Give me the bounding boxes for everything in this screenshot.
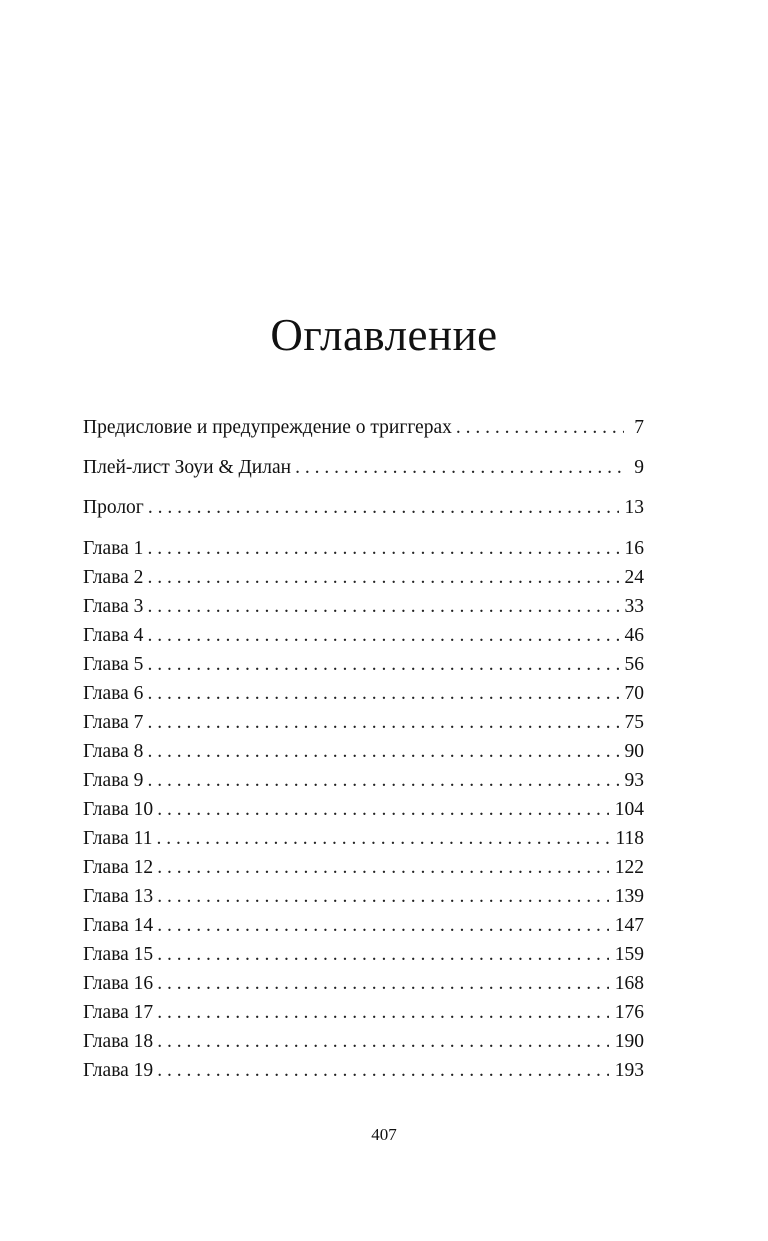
dot-leader <box>147 650 618 679</box>
toc-entry-page: 9 <box>634 457 644 478</box>
dot-leader <box>157 1027 609 1056</box>
toc-entry-page: 139 <box>614 886 644 907</box>
toc-entry-page: 193 <box>614 1060 644 1081</box>
dot-leader <box>456 413 624 442</box>
toc-entry-label: Глава 4 <box>83 625 144 646</box>
dot-leader <box>147 708 618 737</box>
toc-entry-label: Глава 17 <box>83 1002 154 1023</box>
toc-entry-label: Глава 6 <box>83 683 144 704</box>
toc-entry-page: 168 <box>614 973 644 994</box>
page-number: 407 <box>371 1125 397 1144</box>
dot-leader <box>147 737 618 766</box>
toc-entry-chapter-7[interactable] <box>83 708 644 737</box>
toc-entry-chapter-6[interactable] <box>83 679 644 708</box>
toc-entry-page: 33 <box>624 596 644 617</box>
toc-entry-chapter-13[interactable] <box>83 882 644 911</box>
toc-entry-label: Глава 18 <box>83 1031 154 1052</box>
toc-entry-chapter-8[interactable] <box>83 737 644 766</box>
toc-entry-chapter-14[interactable] <box>83 911 644 940</box>
toc-entry-page: 176 <box>614 1002 644 1023</box>
toc-entry-label: Глава 12 <box>83 857 154 878</box>
toc-entry-label: Глава 1 <box>83 538 144 559</box>
toc-entry-chapter-17[interactable] <box>83 998 644 1027</box>
toc-entry-label: Глава 15 <box>83 944 154 965</box>
toc-entry-chapter-1[interactable] <box>83 534 644 563</box>
table-of-contents <box>83 413 644 1085</box>
toc-entry-label: Глава 10 <box>83 799 154 820</box>
dot-leader <box>157 882 609 911</box>
toc-entry-label: Глава 19 <box>83 1060 154 1081</box>
toc-entry-label: Глава 9 <box>83 770 144 791</box>
toc-entry-chapter-15[interactable] <box>83 940 644 969</box>
dot-leader <box>147 766 618 795</box>
toc-entry-page: 16 <box>624 538 644 559</box>
toc-entry-label: Глава 8 <box>83 741 144 762</box>
toc-entry-page: 190 <box>614 1031 644 1052</box>
toc-entry-chapter-12[interactable] <box>83 853 644 882</box>
dot-leader <box>157 911 609 940</box>
toc-entry-page: 93 <box>624 770 644 791</box>
toc-entry-label: Глава 16 <box>83 973 154 994</box>
toc-entry-page: 147 <box>614 915 644 936</box>
toc-entry-preface[interactable] <box>83 413 644 442</box>
toc-entry-playlist[interactable] <box>83 453 644 482</box>
toc-entry-chapter-5[interactable] <box>83 650 644 679</box>
toc-entry-label: Плей-лист Зоуи & Дилан <box>83 457 292 478</box>
dot-leader <box>147 563 618 592</box>
toc-entry-page: 90 <box>624 741 644 762</box>
dot-leader <box>147 534 618 563</box>
dot-leader <box>157 998 609 1027</box>
page-title: Оглавление <box>270 310 498 360</box>
toc-entry-label: Пролог <box>83 497 144 518</box>
dot-leader <box>157 795 609 824</box>
dot-leader <box>157 969 609 998</box>
toc-entry-page: 159 <box>614 944 644 965</box>
toc-entry-label: Предисловие и предупреждение о триггерах <box>83 417 452 438</box>
toc-entry-prologue[interactable] <box>83 493 644 522</box>
dot-leader <box>156 824 609 853</box>
toc-entry-page: 56 <box>624 654 644 675</box>
toc-entry-page: 13 <box>624 497 644 518</box>
toc-entry-label: Глава 3 <box>83 596 144 617</box>
dot-leader <box>157 853 609 882</box>
dot-leader <box>157 940 609 969</box>
toc-entry-label: Глава 5 <box>83 654 144 675</box>
toc-entry-page: 46 <box>624 625 644 646</box>
toc-entry-page: 75 <box>624 712 644 733</box>
dot-leader <box>148 493 619 522</box>
toc-entry-chapter-19[interactable] <box>83 1056 644 1085</box>
toc-entry-label: Глава 11 <box>83 828 153 849</box>
toc-entry-chapter-4[interactable] <box>83 621 644 650</box>
dot-leader <box>147 679 618 708</box>
toc-entry-page: 7 <box>634 417 644 438</box>
toc-entry-label: Глава 13 <box>83 886 154 907</box>
toc-entry-page: 24 <box>624 567 644 588</box>
dot-leader <box>147 621 618 650</box>
toc-entry-chapter-2[interactable] <box>83 563 644 592</box>
toc-entry-chapter-11[interactable] <box>83 824 644 853</box>
toc-entry-chapter-16[interactable] <box>83 969 644 998</box>
toc-entry-chapter-9[interactable] <box>83 766 644 795</box>
dot-leader <box>157 1056 609 1085</box>
toc-entry-label: Глава 14 <box>83 915 154 936</box>
toc-entry-chapter-18[interactable] <box>83 1027 644 1056</box>
toc-entry-chapter-10[interactable] <box>83 795 644 824</box>
toc-entry-label: Глава 2 <box>83 567 144 588</box>
toc-entry-page: 104 <box>614 799 644 820</box>
dot-leader <box>147 592 618 621</box>
toc-entry-page: 118 <box>615 828 644 849</box>
toc-entry-page: 70 <box>624 683 644 704</box>
dot-leader <box>295 453 624 482</box>
toc-entry-page: 122 <box>614 857 644 878</box>
toc-entry-label: Глава 7 <box>83 712 144 733</box>
toc-entry-chapter-3[interactable] <box>83 592 644 621</box>
